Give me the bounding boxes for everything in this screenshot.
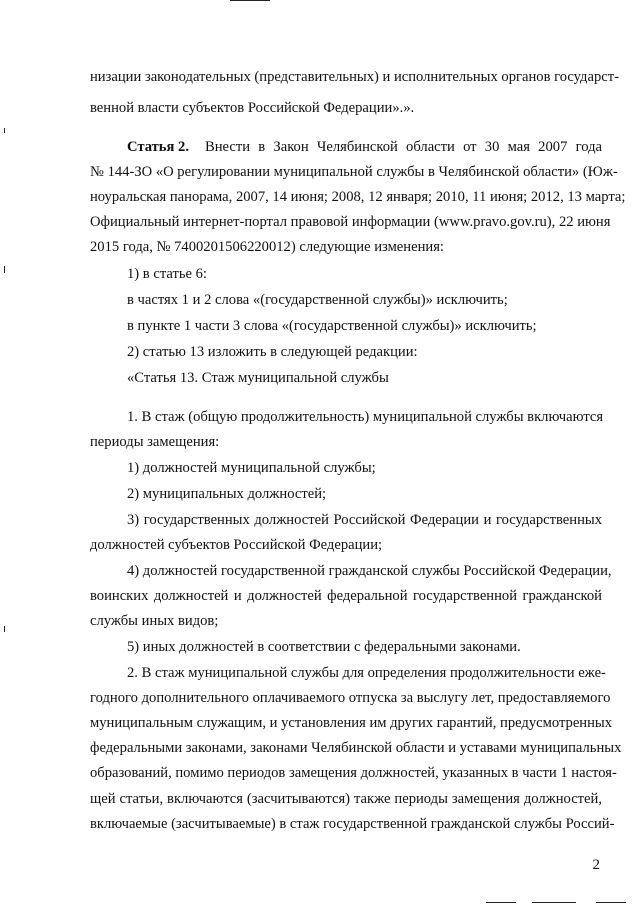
text-line: «Статья 13. Стаж муниципальной службы [127,370,389,386]
text-line: воинских должностей и должностей федеральной государственной гражданской [90,588,602,604]
text-line: Официальный интернет-портал правовой информации (www.pravo.gov.ru), 22 июня [90,214,611,230]
text-line: образований, помимо периодов замещения должностей, указанных в части 1 настоя- [90,765,617,781]
text-line: ноуральская панорама, 2007, 14 июня; 2008, 12 января; 2010, 11 июня; 2012, 13 марта; [90,189,626,205]
article-heading: Статья 2. [127,139,189,155]
text-line: венной власти субъектов Российской Федерации».». [90,100,415,116]
page-number: 2 [592,857,600,873]
text-line: 2015 года, № 7400201506220012) следующие изменения: [90,239,444,255]
scan-mark-bottom-3 [596,902,626,903]
text-line: 1) должностей муниципальной службы; [127,460,376,476]
text-line: муниципальным служащим, и установления им других гарантий, предусмотренных [90,715,613,731]
text-line: службы иных видов; [90,613,219,629]
text-line: 1) в статье 6: [127,266,207,282]
text-line: 2) муниципальных должностей; [127,486,327,502]
scan-mark-bottom-2 [532,902,576,903]
text-line: 3) государственных должностей Российской Федерации и государственных [127,512,602,528]
text-line: 2) статью 13 изложить в следующей редакции: [127,344,418,360]
text-line: должностей субъектов Российской Федерации; [90,537,383,553]
scan-mark-left-3 [4,626,5,632]
scan-mark-top [230,0,270,1]
text-line: № 144-ЗО «О регулировании муниципальной службы в Челябинской области» (Юж- [90,164,618,180]
scan-mark-left-2 [4,266,5,273]
scan-mark-left-1 [4,128,5,133]
text-line: 5) иных должностей в соответствии с федеральными законами. [127,639,521,655]
scan-mark-bottom-1 [486,902,516,903]
text-line: Внести в Закон Челябинской области от 30 мая 2007 года [205,139,602,155]
text-line: годного дополнительного оплачиваемого отпуска за выслугу лет, предоставляемого [90,690,611,706]
text-line: 4) должностей государственной гражданской службы Российской Федерации, [127,563,612,579]
text-line: 1. В стаж (общую продолжительность) муниципальной службы включаются [127,409,604,425]
text-line: в частях 1 и 2 слова «(государственной службы)» исключить; [127,292,508,308]
text-line: в пункте 1 части 3 слова «(государственной службы)» исключить; [127,318,537,334]
text-line: 2. В стаж муниципальной службы для определения продолжительности еже- [127,665,606,681]
text-line: низации законодательных (представительных) и исполнительных органов государст- [90,69,619,85]
text-line: периоды замещения: [90,434,220,450]
text-line: федеральными законами, законами Челябинской области и уставами муниципальных [90,740,622,756]
text-line: включаемые (засчитываемые) в стаж государственной гражданской службы Россий- [90,816,615,832]
text-line: щей статьи, включаются (засчитываются) также периоды замещения должностей, [90,791,602,807]
